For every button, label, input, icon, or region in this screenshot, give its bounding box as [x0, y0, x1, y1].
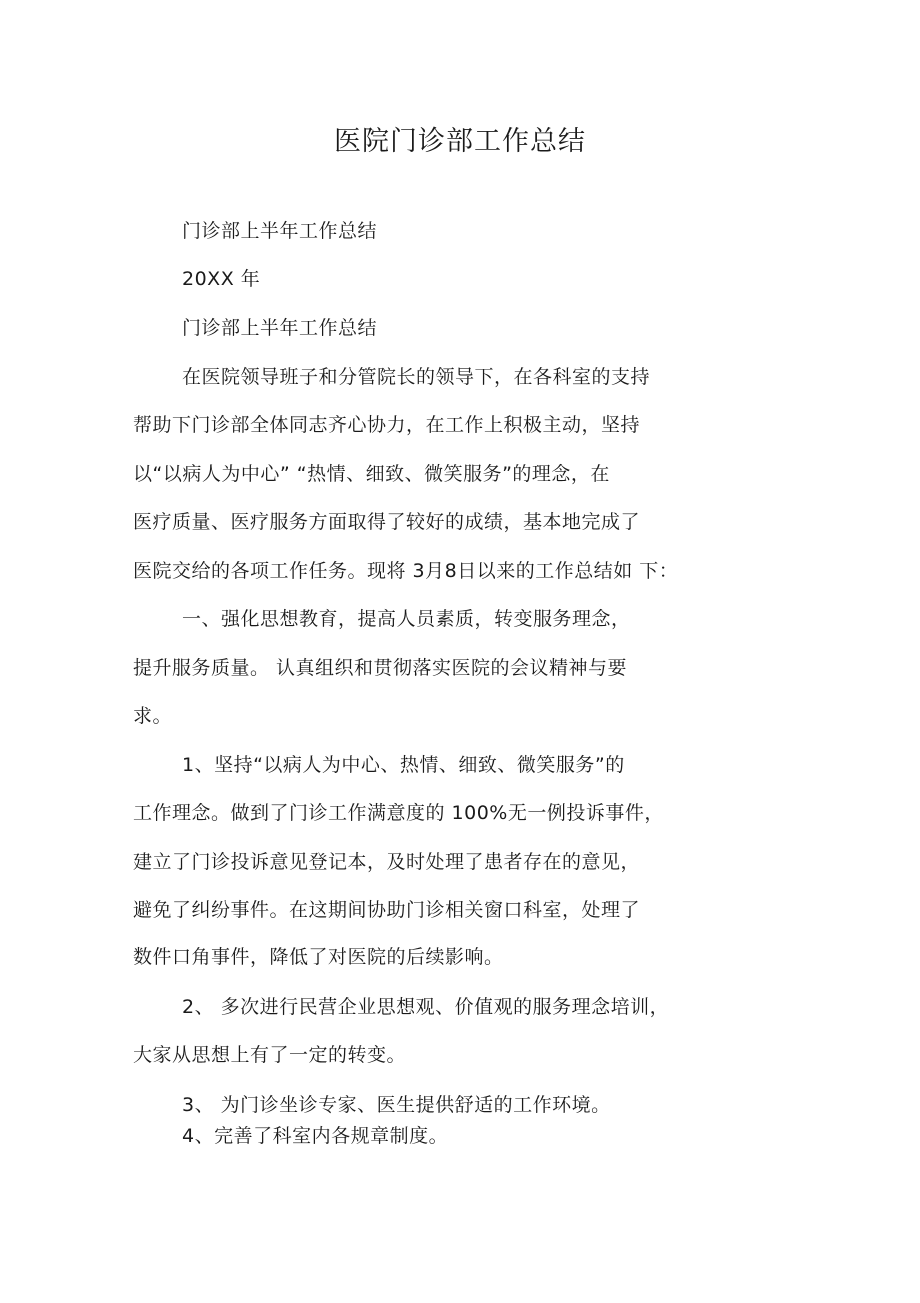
document-title: 医院门诊部工作总结: [334, 126, 586, 157]
paragraph-line: 医院交给的各项工作任务。现将 3月8日以来的工作总结如 下：: [133, 560, 679, 582]
paragraph-line: 工作理念。做到了门诊工作满意度的 100%无一例投诉事件，: [133, 802, 664, 824]
paragraph-line: 数件口角事件，降低了对医院的后续影响。: [133, 946, 504, 968]
paragraph-line: 建立了门诊投诉意见登记本，及时处理了患者存在的意见，: [133, 851, 641, 873]
list-item-4-line: 4、完善了科室内各规章制度。: [182, 1125, 449, 1147]
paragraph-line: 避免了纠纷事件。在这期间协助门诊相关窗口科室，处理了: [133, 899, 641, 921]
paragraph-line: 在医院领导班子和分管院长的领导下，在各科室的支持: [182, 366, 651, 388]
list-item-2-line: 2、 多次进行民营企业思想观、价值观的服务理念培训，: [182, 996, 670, 1018]
list-item-3-line: 3、 为门诊坐诊专家、医生提供舒适的工作环境。: [182, 1094, 611, 1116]
paragraph-line: 求。: [133, 705, 173, 727]
section-heading-line: 一、强化思想教育，提高人员素质，转变服务理念，: [182, 608, 631, 630]
subtitle-line: 门诊部上半年工作总结: [182, 220, 378, 242]
year-line: 20XX 年: [182, 268, 261, 290]
subtitle-line-2: 门诊部上半年工作总结: [182, 317, 378, 339]
list-item-1-line: 1、坚持“以病人为中心、热情、细致、微笑服务”的: [182, 754, 625, 776]
paragraph-line: 医疗质量、医疗服务方面取得了较好的成绩，基本地完成了: [133, 511, 641, 533]
paragraph-line: 提升服务质量。 认真组织和贯彻落实医院的会议精神与要: [133, 657, 628, 679]
paragraph-line: 帮助下门诊部全体同志齐心协力，在工作上积极主动，坚持: [133, 414, 641, 436]
paragraph-line: 以“以病人为中心” “热情、细致、微笑服务”的理念，在: [133, 463, 610, 485]
paragraph-line: 大家从思想上有了一定的转变。: [133, 1044, 407, 1066]
